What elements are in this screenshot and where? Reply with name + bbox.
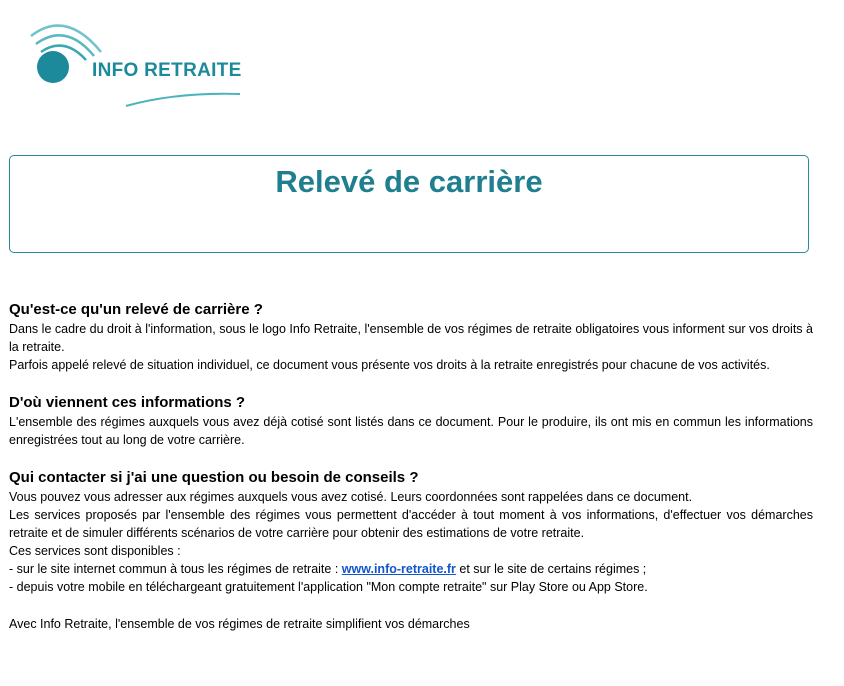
bullet-mobile: - depuis votre mobile en téléchargeant gratuitement l'application "Mon compte retraite" sur Play Store ou App Store. (9, 580, 648, 594)
section-paragraph: L'ensemble des régimes auxquels vous avez déjà cotisé sont listés dans ce document. Pour le produire, ils ont mis en commun les informations enregistrées tout au long de votre carrière. (9, 415, 813, 447)
section-heading: Qu'est-ce qu'un relevé de carrière ? (9, 301, 263, 318)
section-heading: Qui contacter si j'ai une question ou besoin de conseils ? (9, 469, 419, 486)
section-paragraph: Ces services sont disponibles : (9, 544, 181, 558)
title-box (9, 155, 809, 253)
bullet-website (9, 560, 813, 578)
closing-text: Avec Info Retraite, l'ensemble de vos régimes de retraite simplifient vos démarches (9, 617, 470, 631)
section-contact (9, 468, 813, 596)
section-paragraph: Dans le cadre du droit à l'information, sous le logo Info Retraite, l'ensemble de vos régimes de retraite obligatoires vous informent sur vos droits à la retraite. (9, 322, 813, 354)
section-paragraph: Vous pouvez vous adresser aux régimes auxquels vous avez cotisé. Leurs coordonnées sont rappelées dans ce document. (9, 490, 693, 504)
logo-text: INFO RETRAITE (92, 60, 242, 81)
page-title: Relevé de carrière (275, 164, 543, 199)
bullet-website-prefix: - sur le site internet commun à tous les régimes de retraite : (9, 562, 342, 576)
main-content (9, 300, 813, 633)
bullet-website-suffix: et sur le site de certains régimes ; (455, 562, 647, 576)
section-what-is (9, 300, 813, 374)
section-heading: D'où viennent ces informations ? (9, 394, 246, 411)
info-retraite-link[interactable]: www.info-retraite.fr (341, 562, 456, 576)
section-origin (9, 393, 813, 449)
info-retraite-logo (26, 14, 256, 114)
section-paragraph: Les services proposés par l'ensemble des régimes vous permettent d'accéder à tout moment à vos informations, d'effectuer vos démarches retraite et de simuler différents scénarios de votre carrière pour obtenir des estimations de votre retraite. (9, 508, 813, 540)
section-paragraph: Parfois appelé relevé de situation individuel, ce document vous présente vos droits à la retraite enregistrés pour chacune de vos activités. (9, 358, 770, 372)
